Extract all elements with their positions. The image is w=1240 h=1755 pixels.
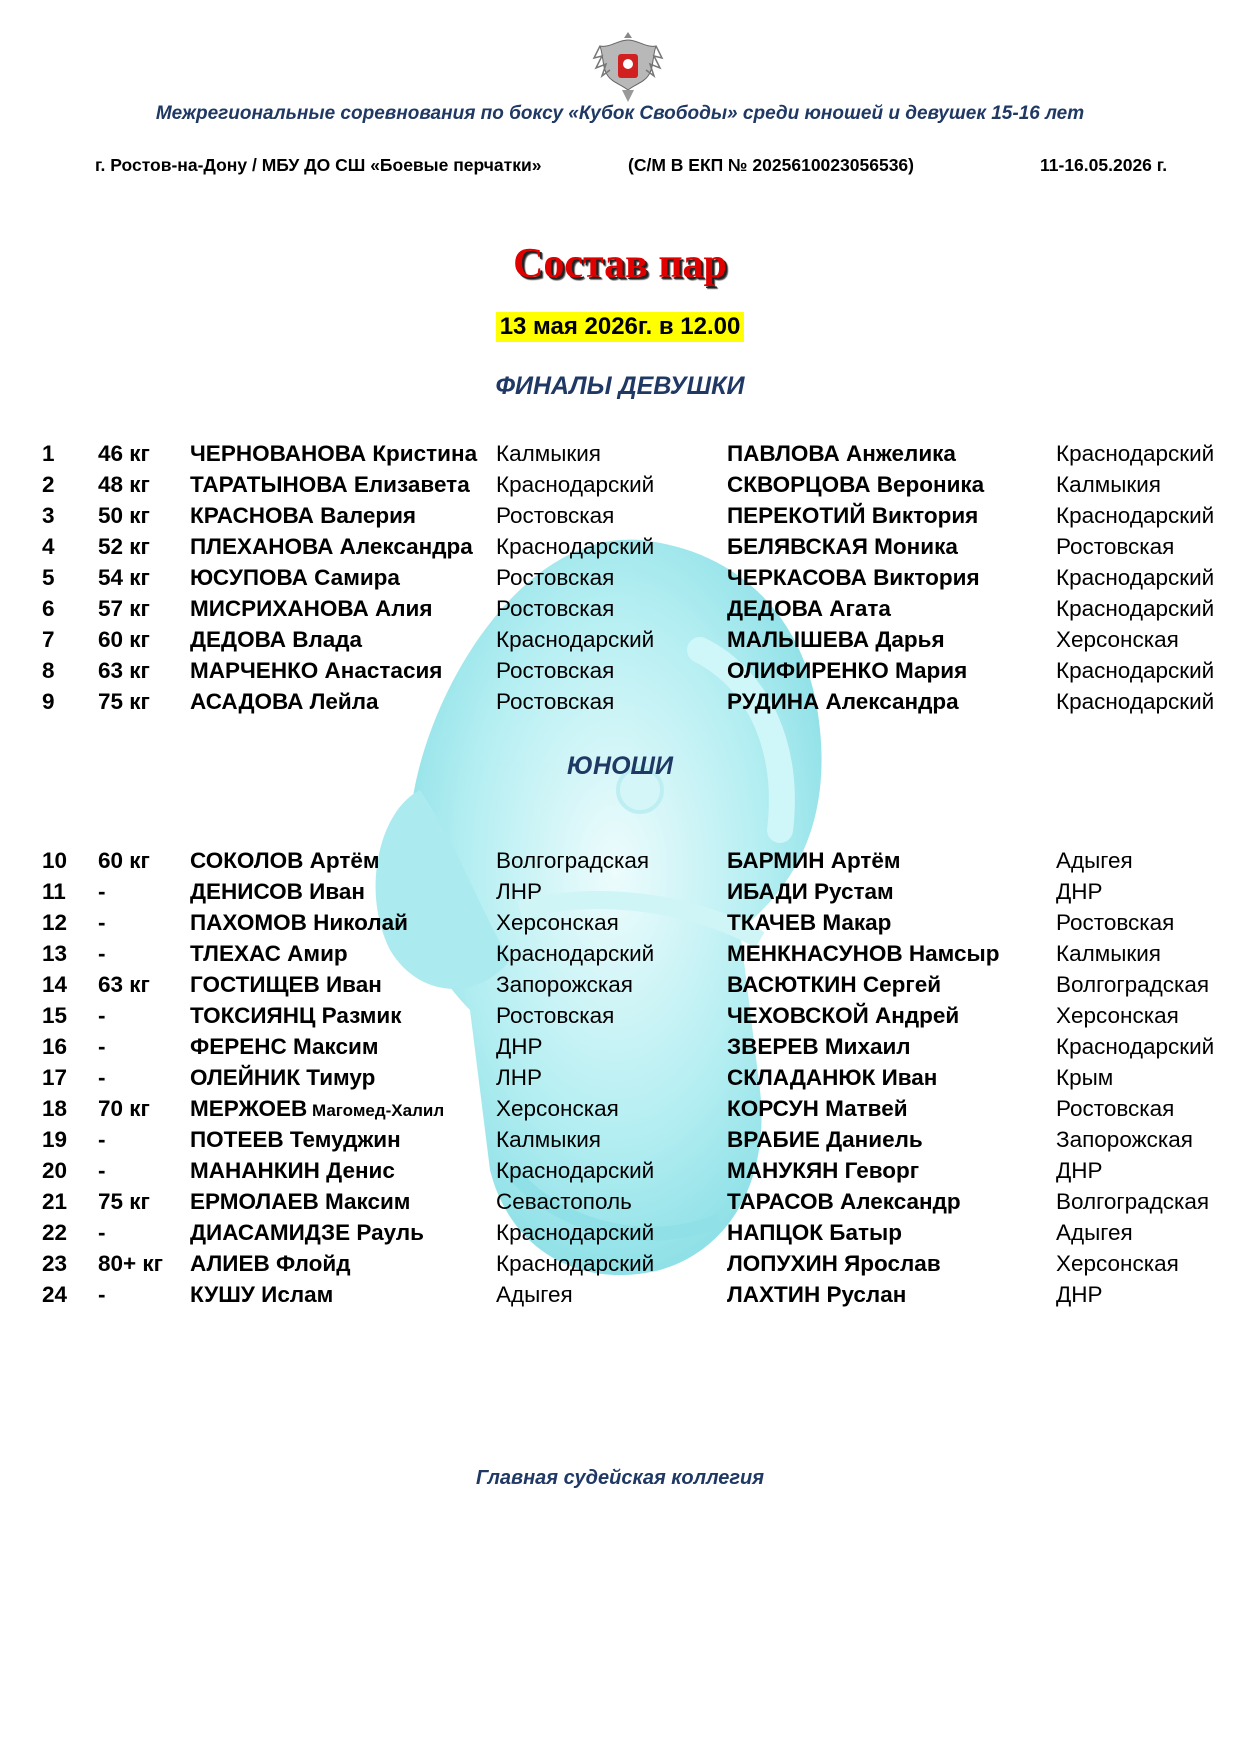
competition-subtitle: Межрегиональные соревнования по боксу «Кубок Свободы» среди юношей и девушек 15-16 лет	[155, 103, 1085, 124]
bout-number: 21	[42, 1189, 68, 1214]
bout-number: 12	[42, 910, 68, 935]
weight-class: 70 кг	[98, 1096, 150, 1121]
boxer-2-region: Херсонская	[1056, 627, 1179, 652]
bout-row	[0, 624, 1240, 655]
bout-row	[0, 938, 1240, 969]
boxer-2-region: Волгоградская	[1056, 972, 1210, 997]
boxer-1-name: ЧЕРНОВАНОВА Кристина	[190, 441, 478, 466]
bout-row	[0, 907, 1240, 938]
boxer-1-region: Ростовская	[496, 689, 615, 714]
bout-number: 15	[42, 1003, 68, 1028]
boxer-1-full-name	[190, 1093, 444, 1126]
boxer-1-name: МЕРЖОЕВ	[190, 1096, 308, 1121]
event-location: г. Ростов-на-Дону / МБУ ДО СШ «Боевые перчатки»	[95, 155, 542, 175]
boxer-1-region: Краснодарский	[496, 1158, 655, 1183]
boxer-2-name: ЧЕХОВСКОЙ Андрей	[727, 1003, 960, 1028]
boxer-2-name: БЕЛЯВСКАЯ Моника	[727, 534, 958, 559]
boxer-2-name: СКЛАДАНЮК Иван	[727, 1065, 938, 1090]
boxer-2-region: Калмыкия	[1056, 472, 1161, 497]
boxer-1-name: ПОТЕЕВ Темуджин	[190, 1127, 401, 1152]
bout-number: 20	[42, 1158, 68, 1183]
bout-number: 14	[42, 972, 68, 997]
registry-number: (С/М В ЕКП № 2025610023056536)	[628, 155, 914, 175]
boxer-1-name: КУШУ Ислам	[190, 1282, 334, 1307]
boxer-1-name: ТАРАТЫНОВА Елизавета	[190, 472, 470, 497]
bout-row	[0, 438, 1240, 469]
boxer-1-name: МАНАНКИН Денис	[190, 1158, 395, 1183]
boxer-2-name: ИБАДИ Рустам	[727, 879, 894, 904]
boxer-1-region: Калмыкия	[496, 441, 601, 466]
bout-row	[0, 500, 1240, 531]
bout-number: 4	[42, 534, 55, 559]
bout-number: 16	[42, 1034, 68, 1059]
bout-row	[0, 655, 1240, 686]
bout-row	[0, 1031, 1240, 1062]
boxer-1-region: Адыгея	[496, 1282, 573, 1307]
weight-class: -	[98, 910, 106, 935]
bout-number: 9	[42, 689, 55, 714]
bout-row	[0, 876, 1240, 907]
bout-row	[0, 562, 1240, 593]
boxer-1-name: ДЕНИСОВ Иван	[190, 879, 365, 904]
boxer-2-name: МАЛЫШЕВА Дарья	[727, 627, 945, 652]
boxer-1-name: АСАДОВА Лейла	[190, 689, 379, 714]
weight-class: -	[98, 1065, 106, 1090]
weight-class: 63 кг	[98, 658, 150, 683]
boxer-1-name: ОЛЕЙНИК Тимур	[190, 1065, 376, 1090]
boxer-2-region: Краснодарский	[1056, 658, 1215, 683]
weight-class: 60 кг	[98, 627, 150, 652]
weight-class: 46 кг	[98, 441, 150, 466]
bout-row	[0, 1093, 1240, 1124]
boxer-1-name: ТЛЕХАС Амир	[190, 941, 348, 966]
weight-class: 63 кг	[98, 972, 150, 997]
bout-number: 22	[42, 1220, 68, 1245]
boxer-2-region: Краснодарский	[1056, 1034, 1215, 1059]
bout-date-time: 13 мая 2026г. в 12.00	[496, 312, 745, 342]
boxer-1-region: Ростовская	[496, 503, 615, 528]
bout-number: 23	[42, 1251, 68, 1276]
boxer-2-region: Ростовская	[1056, 910, 1175, 935]
boxer-2-name: ЛАХТИН Руслан	[727, 1282, 907, 1307]
bout-number: 8	[42, 658, 55, 683]
boxer-1-region: ЛНР	[496, 879, 543, 904]
weight-class: -	[98, 1158, 106, 1183]
boxer-2-name: ТАРАСОВ Александр	[727, 1189, 961, 1214]
boxer-1-name: ТОКСИЯНЦ Размик	[190, 1003, 402, 1028]
boxer-1-name: МИСРИХАНОВА Алия	[190, 596, 433, 621]
boxer-2-region: ДНР	[1056, 1282, 1103, 1307]
boys-section-heading: ЮНОШИ	[566, 752, 673, 780]
weight-class: 75 кг	[98, 1189, 150, 1214]
boys-bout-list	[0, 845, 1240, 1310]
boxer-1-name: ПЛЕХАНОВА Александра	[190, 534, 473, 559]
boxer-1-region: Севастополь	[496, 1189, 632, 1214]
bout-number: 2	[42, 472, 55, 497]
boxer-2-name: КОРСУН Матвей	[727, 1096, 908, 1121]
boxer-2-region: Адыгея	[1056, 848, 1133, 873]
page-title: Состав пар	[513, 241, 727, 287]
boxer-2-name: ЛОПУХИН Ярослав	[727, 1251, 941, 1276]
bout-number: 11	[42, 879, 66, 904]
bout-row	[0, 969, 1240, 1000]
weight-class: 60 кг	[98, 848, 150, 873]
boxer-2-region: Краснодарский	[1056, 565, 1215, 590]
boxer-1-name: КРАСНОВА Валерия	[190, 503, 417, 528]
weight-class: 75 кг	[98, 689, 150, 714]
boxer-1-region: Ростовская	[496, 658, 615, 683]
bout-number: 3	[42, 503, 55, 528]
boxer-1-name: ЮСУПОВА Самира	[190, 565, 400, 590]
judges-panel-signature: Главная судейская коллегия	[475, 1467, 765, 1489]
bout-number: 19	[42, 1127, 68, 1152]
event-dates: 11-16.05.2026 г.	[1040, 155, 1168, 175]
boxer-1-name: ПАХОМОВ Николай	[190, 910, 408, 935]
boxer-1-given-name: Магомед-Халил	[307, 1101, 445, 1120]
boxer-2-region: Крым	[1056, 1065, 1114, 1090]
bout-number: 13	[42, 941, 68, 966]
boxer-2-region: Адыгея	[1056, 1220, 1133, 1245]
boxer-2-name: РУДИНА Александра	[727, 689, 959, 714]
boxer-1-region: Запорожская	[496, 972, 633, 997]
weight-class: -	[98, 879, 106, 904]
bout-row	[0, 686, 1240, 717]
bout-number: 24	[42, 1282, 68, 1307]
boxer-2-region: Волгоградская	[1056, 1189, 1210, 1214]
weight-class: -	[98, 941, 106, 966]
bout-row	[0, 593, 1240, 624]
russian-eagle-emblem-icon	[592, 28, 664, 106]
boxer-1-name: ФЕРЕНС Максим	[190, 1034, 379, 1059]
boxer-1-region: Краснодарский	[496, 1251, 655, 1276]
girls-section-heading: ФИНАЛЫ ДЕВУШКИ	[495, 372, 745, 400]
boxer-2-name: ЗВЕРЕВ Михаил	[727, 1034, 911, 1059]
boxer-2-name: ТКАЧЕВ Макар	[727, 910, 892, 935]
weight-class: 48 кг	[98, 472, 150, 497]
boxer-2-name: НАПЦОК Батыр	[727, 1220, 902, 1245]
weight-class: 80+ кг	[98, 1251, 164, 1276]
boxer-1-name: АЛИЕВ Флойд	[190, 1251, 351, 1276]
boxer-1-region: ЛНР	[496, 1065, 543, 1090]
boxer-1-region: Краснодарский	[496, 627, 655, 652]
boxer-2-region: Краснодарский	[1056, 441, 1215, 466]
boxer-2-name: ВАСЮТКИН Сергей	[727, 972, 942, 997]
boxer-2-name: ЧЕРКАСОВА Виктория	[727, 565, 980, 590]
boxer-2-name: МЕНКНАСУНОВ Намсыр	[727, 941, 1000, 966]
boxer-2-name: ВРАБИЕ Даниель	[727, 1127, 923, 1152]
weight-class: -	[98, 1220, 106, 1245]
bout-number: 10	[42, 848, 68, 873]
boxer-2-name: МАНУКЯН Геворг	[727, 1158, 920, 1183]
bout-row	[0, 1124, 1240, 1155]
boxer-2-region: ДНР	[1056, 879, 1103, 904]
bout-number: 7	[42, 627, 55, 652]
bout-row	[0, 1000, 1240, 1031]
boxer-1-region: ДНР	[496, 1034, 543, 1059]
bout-row	[0, 531, 1240, 562]
boxer-2-name: СКВОРЦОВА Вероника	[727, 472, 985, 497]
date-line-wrapper	[0, 312, 1240, 342]
boxer-2-region: Ростовская	[1056, 1096, 1175, 1121]
bout-row	[0, 1062, 1240, 1093]
boxer-1-region: Ростовская	[496, 1003, 615, 1028]
bout-number: 17	[42, 1065, 68, 1090]
boxer-1-name: ДЕДОВА Влада	[190, 627, 363, 652]
bout-row	[0, 1279, 1240, 1310]
boxer-2-name: ПЕРЕКОТИЙ Виктория	[727, 503, 979, 528]
boxer-1-name: ДИАСАМИДЗЕ Рауль	[190, 1220, 424, 1245]
boxer-2-region: ДНР	[1056, 1158, 1103, 1183]
weight-class: -	[98, 1034, 106, 1059]
boxer-1-name: СОКОЛОВ Артём	[190, 848, 380, 873]
boxer-2-region: Ростовская	[1056, 534, 1175, 559]
boxer-2-name: ОЛИФИРЕНКО Мария	[727, 658, 968, 683]
weight-class: 52 кг	[98, 534, 150, 559]
bout-number: 1	[42, 441, 55, 466]
boxer-1-region: Волгоградская	[496, 848, 650, 873]
bout-row	[0, 845, 1240, 876]
boxer-2-name: ДЕДОВА Агата	[727, 596, 891, 621]
weight-class: -	[98, 1127, 106, 1152]
boxer-2-region: Запорожская	[1056, 1127, 1193, 1152]
weight-class: 50 кг	[98, 503, 150, 528]
boxer-2-region: Краснодарский	[1056, 689, 1215, 714]
bout-row	[0, 1186, 1240, 1217]
boxer-1-region: Краснодарский	[496, 941, 655, 966]
boxer-2-name: БАРМИН Артём	[727, 848, 901, 873]
bout-row	[0, 1155, 1240, 1186]
girls-bout-list	[0, 438, 1240, 717]
boxer-2-region: Херсонская	[1056, 1003, 1179, 1028]
weight-class: -	[98, 1003, 106, 1028]
boxer-2-region: Краснодарский	[1056, 503, 1215, 528]
boxer-2-region: Херсонская	[1056, 1251, 1179, 1276]
boxer-1-name: ЕРМОЛАЕВ Максим	[190, 1189, 411, 1214]
weight-class: 54 кг	[98, 565, 150, 590]
boxer-2-region: Краснодарский	[1056, 596, 1215, 621]
boxer-1-name: МАРЧЕНКО Анастасия	[190, 658, 443, 683]
boxer-1-name: ГОСТИЩЕВ Иван	[190, 972, 382, 997]
boxer-1-region: Краснодарский	[496, 534, 655, 559]
weight-class: -	[98, 1282, 106, 1307]
boxer-1-region: Краснодарский	[496, 472, 655, 497]
bout-row	[0, 1248, 1240, 1279]
boxer-1-region: Херсонская	[496, 910, 619, 935]
boxer-2-name: ПАВЛОВА Анжелика	[727, 441, 956, 466]
weight-class: 57 кг	[98, 596, 150, 621]
boxer-1-region: Ростовская	[496, 596, 615, 621]
bout-number: 5	[42, 565, 55, 590]
boxer-1-region: Калмыкия	[496, 1127, 601, 1152]
boxer-1-region: Херсонская	[496, 1096, 619, 1121]
boxer-1-region: Краснодарский	[496, 1220, 655, 1245]
bout-row	[0, 1217, 1240, 1248]
bout-number: 18	[42, 1096, 68, 1121]
bout-number: 6	[42, 596, 55, 621]
bout-row	[0, 469, 1240, 500]
boxer-2-region: Калмыкия	[1056, 941, 1161, 966]
boxer-1-region: Ростовская	[496, 565, 615, 590]
